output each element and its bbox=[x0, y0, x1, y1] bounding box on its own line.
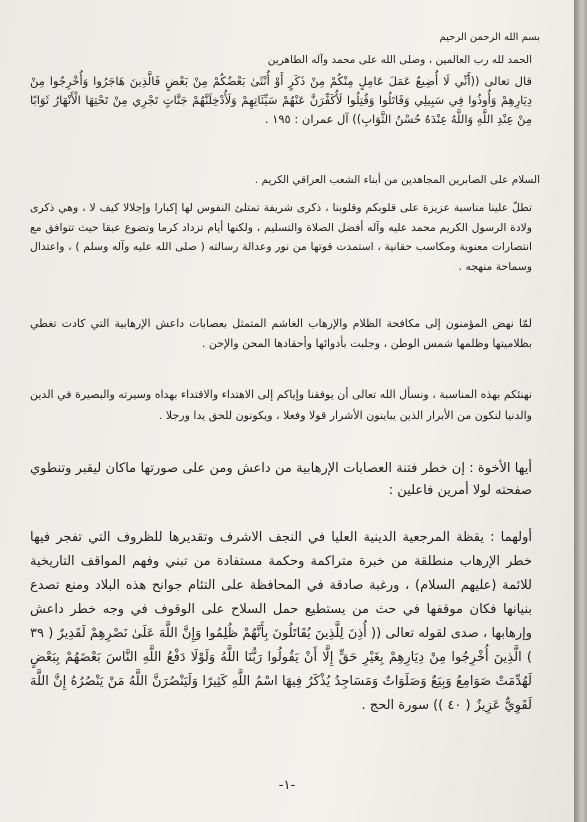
quran-verse-al-imran: قال تعالى ((أَنِّي لَا أُضِيعُ عَمَلَ عَامِلٍ مِنْكُمْ مِنْ ذَكَرٍ أَوْ أُنْثَىٰ بَعْضُكُمْ مِنْ بَعْضٍ فَالَّذِينَ هَاجَرُوا وَأُخْرِجُوا مِنْ دِيَارِهِمْ وَأُوذُوا فِي سَبِيلِي وَقَاتَلُوا وَقُتِلُوا لَأُكَفِّرَنَّ عَنْهُمْ سَيِّئَاتِهِمْ وَلَأُدْخِلَنَّهُمْ جَنَّاتٍ تَجْرِي مِنْ تَحْتِهَا الْأَنْهَارُ ثَوَابًا مِنْ عِنْدِ اللَّهِ وَاللَّهُ عِنْدَهُ حُسْنُ الثَّوَابِ)) آل عمران : ١٩٥ . bbox=[30, 74, 532, 126]
quran-verse-al-hajj: أُذِنَ لِلَّذِينَ يُقَاتَلُونَ بِأَنَّهُمْ ظُلِمُوا وَإِنَّ اللَّهَ عَلَىٰ نَصْرِهِمْ لَقَدِيرٌ ( ٣٩ ) الَّذِينَ أُخْرِجُوا مِنْ دِيَارِهِمْ بِغَيْرِ حَقٍّ إِلَّا أَنْ يَقُولُوا رَبُّنَا اللَّهُ وَلَوْلَا دَفْعُ اللَّهِ النَّاسَ بَعْضَهُمْ بِبَعْضٍ لَهُدِّمَتْ صَوَامِعُ وَبِيَعٌ وَصَلَوَاتٌ وَمَسَاجِدُ يُذْكَرُ فِيهَا اسْمُ اللَّهِ كَثِيرًا وَلَيَنْصُرَنَّ اللَّهُ مَنْ يَنْصُرُهُ إِنَّ اللَّهَ لَقَوِيٌّ عَزِيزٌ bbox=[30, 626, 532, 713]
basmala: بسم الله الرحمن الرحيم bbox=[439, 32, 540, 43]
background-surface bbox=[574, 0, 587, 822]
paragraph-first-factor bbox=[30, 526, 532, 718]
paragraph-first-factor-text: أولهما : يقظة المرجعية الدينية العليا في النجف الاشرف وتقديرها للظروف التي تفجر فيها خطر الإرهاب منطلقة من خبرة متراكمة وحكمة مستفادة من تبني وفهم المواقف التاريخية للائمة (عليهم السلام) ، ورغبة صادقة في المحافظة على التئام جوانح هذه البلاد ومنع تصدع بنيانها فكان موقفها في حث من يستطيع حمل السلاح على الوقوف في وجه خطر داعش وإرهابها ، صدى لقوله تعالى (( bbox=[30, 530, 532, 641]
paragraph-brothers: أيها الأخوة : إن خطر فتنة العصابات الإرهابية من داعش ومن على صورتها ماكان ليقبر وتنطوي صفحته لولا أمرين فاعلين : bbox=[30, 461, 532, 498]
paragraph-fight-daesh: لمّا نهض المؤمنون إلى مكافحة الظلام والإرهاب الغاشم المتمثل بعصابات داعش الإرهابية التي كادت تغطي بظلاميتها وظلمها شمس الوطن ، وجلبت بأدوائها وأحقادها المحن والإحن . bbox=[30, 317, 532, 350]
paragraph-congratulations: نهنئكم بهذه المناسبة ، ونسأل الله تعالى أن يوفقنا وإياكم إلى الاهتداء والاقتداء بهداه وسيرته والبصيرة في الدين والدنيا لنكون من الأبرار الذين يباينون الأشرار قولا وفعلا ، ويكونون للحق يدا ورجلا . bbox=[30, 388, 532, 422]
paragraph-mawlid: تطلّ علينا مناسبة عزيزة على قلوبكم وقلوبنا ، ذكرى شريفة تمتلئ النفوس لها إكبارا وإجلالا كيف لا ، وهي ذكرى ولادة الرسول الكريم محمد عليه وآله أفضل الصلاة والتسليم ، ولكنها أيام تزداد كرما وتضوع عبقا حيث تتوافق مع انتصارات معنوية ومكاسب حقانية ، استمدت قوتها من نور وعدالة رسالته ( صلى الله عليه وآله وسلم ) ، واعتدال وسماحة منهجه . bbox=[30, 201, 532, 273]
greeting: السلام على الصابرين المجاهدين من أبناء الشعب العراقي الكريم . bbox=[254, 174, 540, 186]
page-number: -١- bbox=[278, 778, 296, 793]
opening-salutation: الحمد لله رب العالمين ، وصلى الله على محمد وآله الطاهرين bbox=[267, 54, 532, 66]
verse-reference: ( ٤٠ )) سورة الحج . bbox=[361, 698, 471, 713]
